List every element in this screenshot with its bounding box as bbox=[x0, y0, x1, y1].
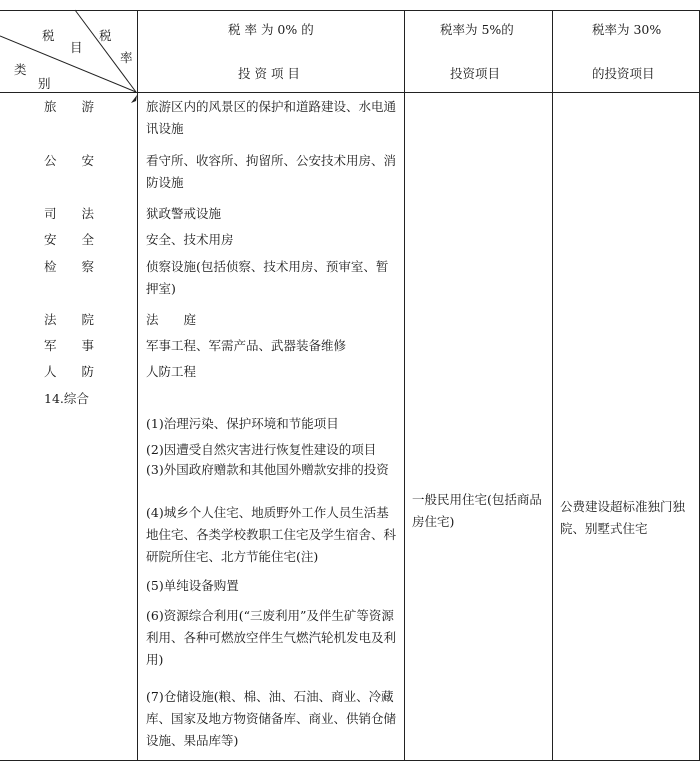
comprehensive-item-3: (3)外国政府赠款和其他国外赠款安排的投资 bbox=[146, 462, 389, 477]
item-national-security: 安全、技术用房 bbox=[146, 232, 234, 247]
rate-30-item: 公费建设超标准独门独院、别墅式住宅 bbox=[560, 499, 686, 536]
item-public-security: 看守所、收容所、拘留所、公安技术用房、消防设施 bbox=[146, 153, 397, 190]
corner-label-lei: 类 bbox=[14, 62, 27, 77]
comprehensive-item-1: (1)治理污染、保护环境和节能项目 bbox=[146, 416, 339, 431]
corner-label-shui2: 税 bbox=[99, 28, 112, 43]
corner-label-bie: 别 bbox=[38, 76, 51, 91]
header-rate-0-line1: 税 率 为 0% 的 bbox=[228, 22, 314, 37]
header-rate-0-line2: 投 资 项 目 bbox=[238, 66, 300, 81]
header-rate-30-line1: 税率为 30% bbox=[592, 22, 662, 37]
col-divider-2 bbox=[404, 10, 405, 760]
corner-label-lv: 率 bbox=[120, 50, 133, 65]
table-bottom-border bbox=[0, 760, 700, 761]
category-public-security: 公 安 bbox=[44, 153, 95, 168]
category-national-security: 安 全 bbox=[44, 232, 95, 247]
comprehensive-item-6: (6)资源综合利用(“三废利用”及伴生矿等资源利用、各种可燃放空伴生气燃汽轮机发电及利用) bbox=[146, 608, 397, 667]
comprehensive-item-5: (5)单纯设备购置 bbox=[146, 578, 239, 593]
item-procuratorate: 侦察设施(包括侦察、技术用房、预审室、暂押室) bbox=[146, 259, 389, 296]
category-procuratorate: 检 察 bbox=[44, 259, 95, 274]
pointer-mark-icon bbox=[127, 94, 141, 108]
item-civil-air-defense: 人防工程 bbox=[146, 364, 197, 379]
corner-label-mu: 目 bbox=[70, 40, 83, 55]
comprehensive-item-4: (4)城乡个人住宅、地质野外工作人员生活基地住宅、各类学校教职工住宅及学生宿舍、科研院所住宅、北方节能住宅(注) bbox=[146, 505, 397, 564]
rate-5-item: 一般民用住宅(包括商品房住宅) bbox=[412, 492, 542, 529]
header-rate-5-line1: 税率为 5%的 bbox=[440, 22, 514, 37]
header-rate-30-line2: 的投资项目 bbox=[592, 66, 655, 81]
corner-label-shui: 税 bbox=[42, 28, 55, 43]
header-rate-5-line2: 投资项目 bbox=[450, 66, 501, 81]
comprehensive-item-7: (7)仓储设施(粮、棉、油、石油、商业、冷藏库、国家及地方物资储备库、商业、供销仓储设施、果品库等) bbox=[146, 689, 397, 748]
col-divider-3 bbox=[552, 10, 553, 760]
item-justice: 狱政警戒设施 bbox=[146, 206, 222, 221]
item-tourism: 旅游区内的风景区的保护和道路建设、水电通讯设施 bbox=[146, 99, 397, 136]
category-justice: 司 法 bbox=[44, 206, 95, 221]
category-military: 军 事 bbox=[44, 338, 95, 353]
item-military: 军事工程、军需产品、武器装备维修 bbox=[146, 338, 347, 353]
category-comprehensive: 14.综合 bbox=[44, 391, 89, 406]
item-court: 法 庭 bbox=[146, 312, 197, 327]
category-court: 法 院 bbox=[44, 312, 95, 327]
category-tourism: 旅 游 bbox=[44, 99, 95, 114]
category-civil-air-defense: 人 防 bbox=[44, 364, 95, 379]
comprehensive-item-2: (2)因遭受自然灾害进行恢复性建设的项目 bbox=[146, 442, 377, 457]
col-divider-1 bbox=[137, 10, 138, 760]
